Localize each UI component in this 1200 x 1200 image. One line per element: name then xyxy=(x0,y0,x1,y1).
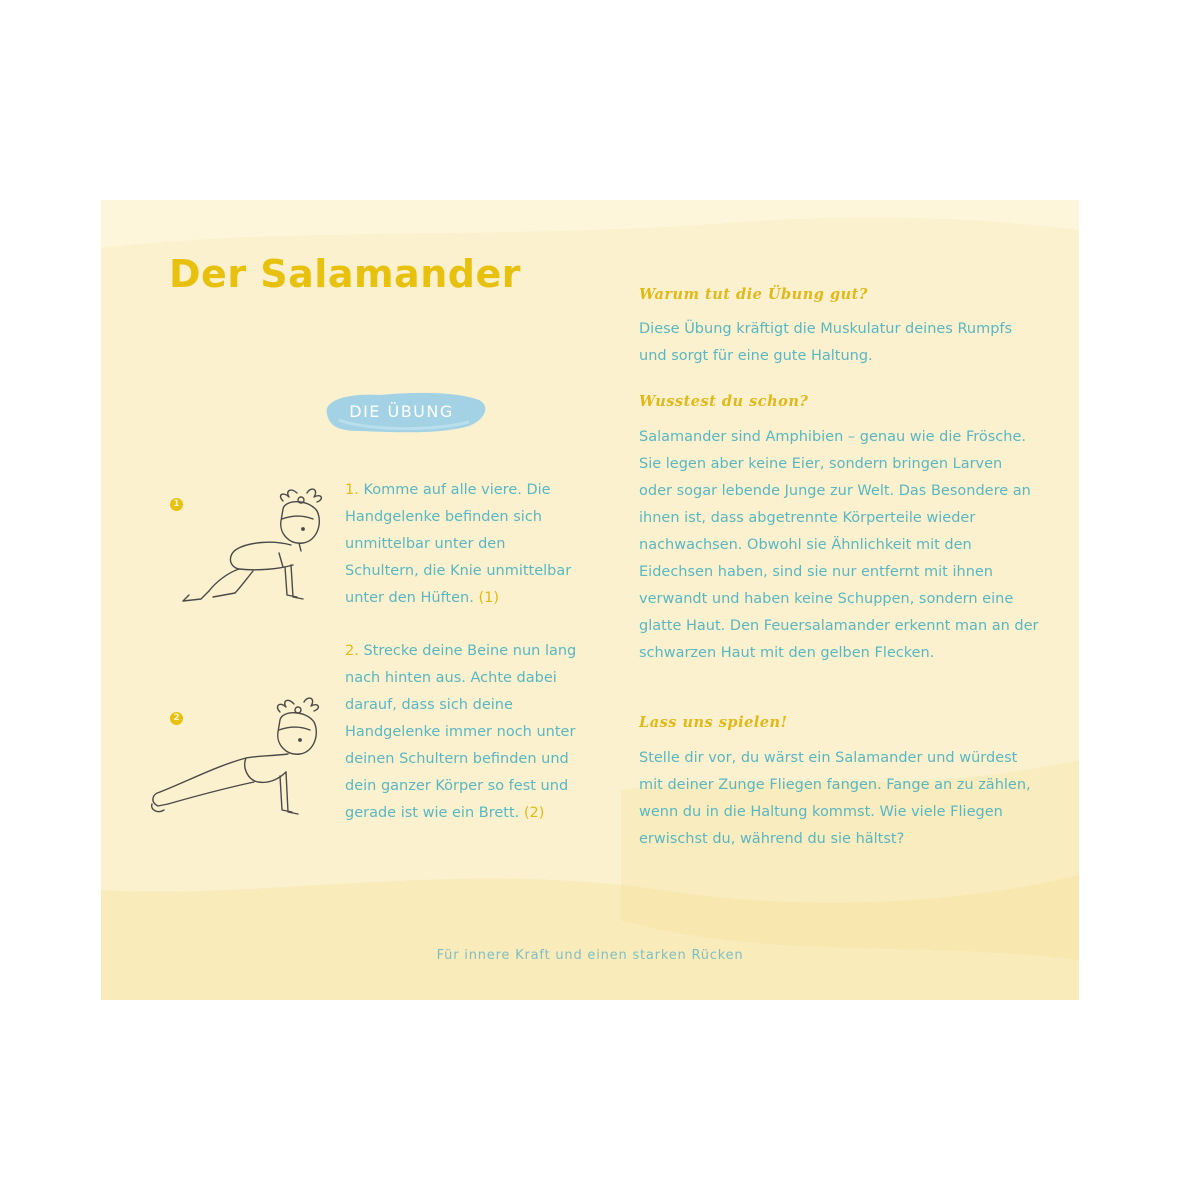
section-heading-facts: Wusstest du schon? xyxy=(639,393,809,410)
step-1-figure-ref: (1) xyxy=(478,590,499,606)
step-1-text xyxy=(345,477,583,612)
section-heading-game: Lass uns spielen! xyxy=(639,714,788,731)
step-2-number: 2. xyxy=(345,643,359,659)
step-2-figure-ref: (2) xyxy=(523,805,545,821)
step-1-number: 1. xyxy=(345,482,359,498)
exercise-badge xyxy=(319,390,489,440)
step-1-body: Komme auf alle viere. Die Handgelenke befinden sich unmittelbar unter den Schultern, die Knie unmittelbar unter den Hüften. xyxy=(345,482,572,606)
section-heading-benefits: Warum tut die Übung gut? xyxy=(639,286,868,303)
child-plank-pose-icon xyxy=(146,692,336,827)
step-2-marker: 2 xyxy=(170,712,183,725)
child-on-all-fours-icon xyxy=(179,485,329,610)
section-body-facts: Salamander sind Amphibien – genau wie die Frösche. Sie legen aber keine Eier, sondern bringen Larven oder sogar lebende Junge zur Welt. Das Besondere an ihnen ist, dass abgetrennte Körperteile wieder nachwachsen. Obwohl sie Ähnlichkeit mit den Eidechsen haben, sind sie nur entfernt mit ihnen verwandt und haben keine Schuppen, sondern eine glatte Haut. Den Feuersalamander erkennt man an der schwarzen Haut mit den gelben Flecken. xyxy=(639,429,1039,661)
section-body-game: Stelle dir vor, du wärst ein Salamander und würdest mit deiner Zunge Fliegen fangen. Fange an zu zählen, wenn du in die Haltung kommst. Wie viele Fliegen erwischst du, während du sie hältst? xyxy=(639,750,1031,847)
page-footer: Für innere Kraft und einen starken Rücken xyxy=(436,948,744,963)
step-2-body: Strecke deine Beine nun lang nach hinten aus. Achte dabei darauf, dass sich deine Handgelenke immer noch unter deinen Schultern befinden und dein ganzer Körper so fest und gerade ist wie ein Brett. xyxy=(345,643,577,821)
step-2-text xyxy=(345,638,583,827)
page-card xyxy=(101,200,1079,1000)
section-body-benefits: Diese Übung kräftigt die Muskulatur deines Rumpfs und sorgt für eine gute Haltung. xyxy=(639,321,1013,364)
exercise-badge-label: DIE ÜBUNG xyxy=(349,402,454,421)
step-1-marker: 1 xyxy=(170,498,183,511)
page-title: Der Salamander xyxy=(169,252,521,296)
